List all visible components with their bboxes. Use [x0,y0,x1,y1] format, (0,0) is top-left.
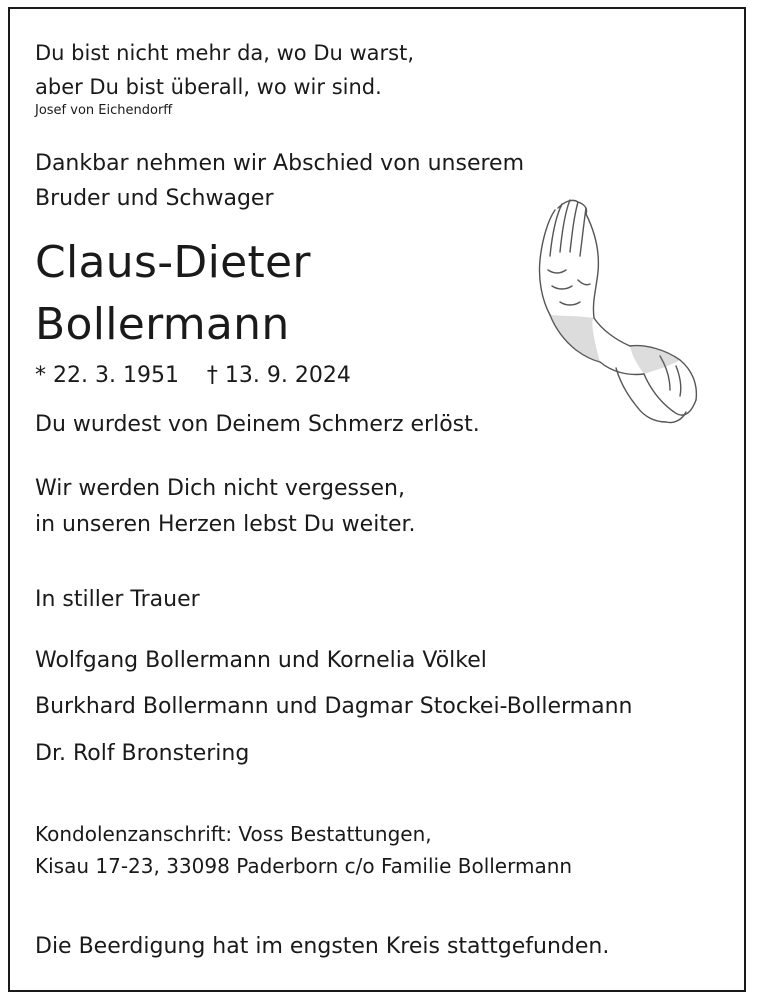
quote-line-2: aber Du bist überall, wo wir sind. [35,75,382,99]
remember-line-2: in unseren Herzen lebst Du weiter. [35,512,416,537]
deceased-last-name: Bollermann [35,299,290,350]
deceased-first-name: Claus-Dieter [35,237,311,288]
life-dates: * 22. 3. 1951 † 13. 9. 2024 [35,363,351,388]
intro-line-2: Bruder und Schwager [35,186,274,211]
mourner-2: Burkhard Bollermann und Dagmar Stockei-Bollermann [35,694,633,719]
quote-line-1: Du bist nicht mehr da, wo Du warst, [35,41,415,65]
condolence-line-1: Kondolenzanschrift: Voss Bestattungen, [35,822,432,846]
remember-line-1: Wir werden Dich nicht vergessen, [35,476,405,501]
condolence-line-2: Kisau 17-23, 33098 Paderborn c/o Familie Bollermann [35,854,573,878]
mourner-1: Wolfgang Bollermann und Kornelia Völkel [35,648,487,673]
mourner-3: Dr. Rolf Bronstering [35,741,250,766]
relief-text: Du wurdest von Deinem Schmerz erlöst. [35,412,480,437]
quote-author: Josef von Eichendorff [35,103,173,118]
mourning-text: In stiller Trauer [35,587,200,612]
praying-hands-icon [520,190,720,430]
intro-line-1: Dankbar nehmen wir Abschied von unserem [35,151,525,176]
funeral-notice: Die Beerdigung hat im engsten Kreis stattgefunden. [35,934,610,959]
